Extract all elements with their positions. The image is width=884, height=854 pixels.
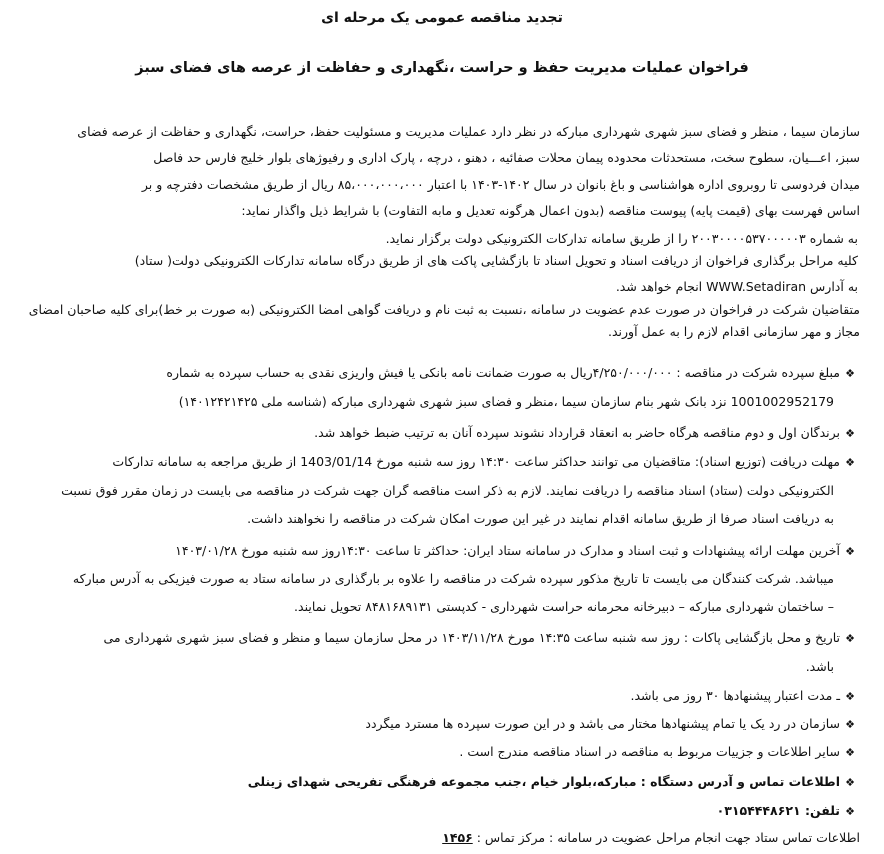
bullet-icon: ❖ — [845, 805, 855, 818]
bullet-icon: ❖ — [845, 632, 855, 645]
intro-line-2: سبز، اعـــیان، سطوح سخت، مستحدثات محدوده پیمان محلات صفائیه ، دهنو ، درچه ، پارک اداری و رفیوژهای بلوار خلیج فارس حد فاصل — [153, 150, 860, 165]
intro-line-6: کلیه مراحل برگذاری فراخوان از دریافت اسناد و تحویل اسناد تا بازگشایی پاکت های از طریق درگاه سامانه تدارکات الکترونیکی دولت( ستاد) — [134, 253, 858, 268]
open-line-1: تاریخ و محل بازگشایی پاکات : روز سه شنبه ساعت ۱۴:۳۵ مورخ ۱۴۰۳/۱۱/۲۸ در محل سازمان سیما و منظر و فضای سبز شهری شهرداری می — [103, 630, 840, 645]
list-item — [18, 628, 860, 649]
list-item — [18, 686, 860, 707]
intro-line-4: اساس فهرست بهای (قیمت پایه) پیوست مناقصه (بدون اعمال هرگونه تعدیل و مابه التفاوت) با شرایط ذیل واگذار نماید: — [241, 203, 860, 218]
notice-title: تجدید مناقصه عمومی یک مرحله ای — [321, 10, 563, 26]
list-item — [18, 363, 860, 384]
submit-line-2: میباشد. شرکت کنندگان می بایست تا تاریخ مذکور سپرده شرکت در مناقصه را علاوه بر بارگذاری در سامانه ستاد به صورت فیزیکی به آدرس مبارکه — [72, 571, 834, 586]
footer-line — [18, 828, 860, 848]
bullet-icon: ❖ — [845, 545, 855, 558]
bullet-icon: ❖ — [845, 427, 855, 440]
list-item — [18, 714, 860, 735]
list-item — [18, 772, 860, 793]
bullet-icon: ❖ — [845, 746, 855, 759]
other-line: سایر اطلاعات و جزییات مربوط به مناقصه در اسناد مناقصه مندرج است . — [459, 744, 840, 759]
bullet-icon: ❖ — [845, 718, 855, 731]
phone-line: تلفن: ۰۳۱۵۴۴۴۸۶۲۱ — [716, 803, 840, 818]
notice-subtitle: فراخوان عملیات مدیریت حفظ و حراست ،نگهداری و حفاظت از عرصه های فضای سبز — [135, 60, 749, 76]
intro-line-7: به آدارس WWW.Setadiran انجام خواهد شد. — [615, 279, 858, 294]
bullet-icon: ❖ — [845, 690, 855, 703]
deposit-line-1: مبلغ سپرده شرکت در مناقصه : ۴/۲۵۰/۰۰۰/۰۰۰ریال به صورت ضمانت نامه بانکی یا فیش واریزی نقدی به حساب سپرده به شماره — [166, 365, 840, 380]
reject-line: سازمان در رد یک یا تمام پیشنهادها مختار می باشد و در این صورت سپرده ها مسترد میگردد — [365, 716, 840, 731]
validity-line: ـ مدت اعتبار پیشنهادها ۳۰ روز می باشد. — [630, 688, 840, 703]
list-item — [18, 742, 860, 763]
bullet-icon: ❖ — [845, 776, 855, 789]
receive-line-2: الکترونیکی دولت (ستاد) اسناد مناقصه را دریافت نمایند. لازم به ذکر است مناقصه گران جهت شرکت در مناقصه می بایست در زمان مقرر فوق نسبت — [61, 483, 834, 498]
intro-line-5: به شماره ۲۰۰۳۰۰۰۰۵۳۷۰۰۰۰۰۳ را از طریق سامانه تدارکات الکترونیکی دولت برگزار نماید. — [385, 231, 858, 246]
receive-line-1: مهلت دریافت (توزیع اسناد): متاقضیان می توانند حداکثر ساعت ۱۴:۳۰ روز سه شنبه مورخ 1403/01/14 از طریق مراجعه به سامانه تدارکات — [112, 454, 840, 469]
winners-line: برندگان اول و دوم مناقصه هرگاه حاضر به انعقاد قرارداد نشوند سپرده آنان به ترتیب ضبط خواهد شد. — [314, 425, 840, 440]
list-item — [18, 801, 860, 822]
list-item — [18, 452, 860, 473]
submit-line-1: آخرین مهلت ارائه پیشنهادات و ثبت اسناد و مدارک در سامانه ستاد ایران: حداکثر تا ساعت ۱۴:۳۰روز سه شنبه مورخ ۱۴۰۳/۰۱/۲۸ — [175, 543, 840, 558]
list-item — [18, 541, 860, 562]
intro-line-9: مجاز و مهر سازمانی اقدام لازم را به عمل آورند. — [607, 324, 860, 339]
deposit-line-2: 1001002952179 نزد بانک شهر بنام سازمان سیما ،منظر و فضای سبز شهری شهرداری مبارکه (شناسه ملی ۱۴۰۱۲۴۲۱۴۲۵) — [178, 394, 834, 409]
intro-line-1: سازمان سیما ، منظر و فضای سبز شهری شهرداری مبارکه در نظر دارد عملیات مدیریت و مسئولیت حفظ، حراست، نگهداری و حفاظت از عرصه فضای — [77, 124, 860, 139]
footer-text: اطلاعات تماس ستاد جهت انجام مراحل عضویت در سامانه : مرکز تماس : — [476, 830, 860, 845]
list-item — [18, 423, 860, 444]
submit-line-3: – ساختمان شهرداری مبارکه – دبیرخانه محرمانه حراست شهرداری - کدپستی ۸۴۸۱۶۸۹۱۳۱ تحویل نمایند. — [294, 599, 834, 614]
contact-line: اطلاعات تماس و آدرس دستگاه : مبارکه،بلوار خیام ،جنب مجموعه فرهنگی تفریحی شهدای زینلی — [247, 774, 840, 789]
receive-line-3: به دریافت اسناد صرفا از طریق سامانه اقدام نمایند در غیر این صورت امکان شرکت در مناقصه را نخواهند داشت. — [247, 511, 834, 526]
intro-line-3: میدان فردوسی تا روبروی اداره هواشناسی و باغ بانوان در سال ۱۴۰۲-۱۴۰۳ با اعتبار ۸۵،۰۰۰،۰۰۰،۰۰۰ ریال از طریق مشخصات دفترچه و بر — [141, 177, 860, 192]
call-center-number: ۱۴۵۶ — [442, 830, 473, 845]
bullet-icon: ❖ — [845, 367, 855, 380]
bullet-icon: ❖ — [845, 456, 855, 469]
intro-line-8: متقاضیان شرکت در فراخوان در صورت عدم عضویت در سامانه ،نسبت به ثبت نام و دریافت گواهی امضا الکترونیکی (به صورت بر خط)برای کلیه صاحبان امضای — [28, 302, 860, 317]
open-line-2: باشد. — [805, 659, 834, 674]
